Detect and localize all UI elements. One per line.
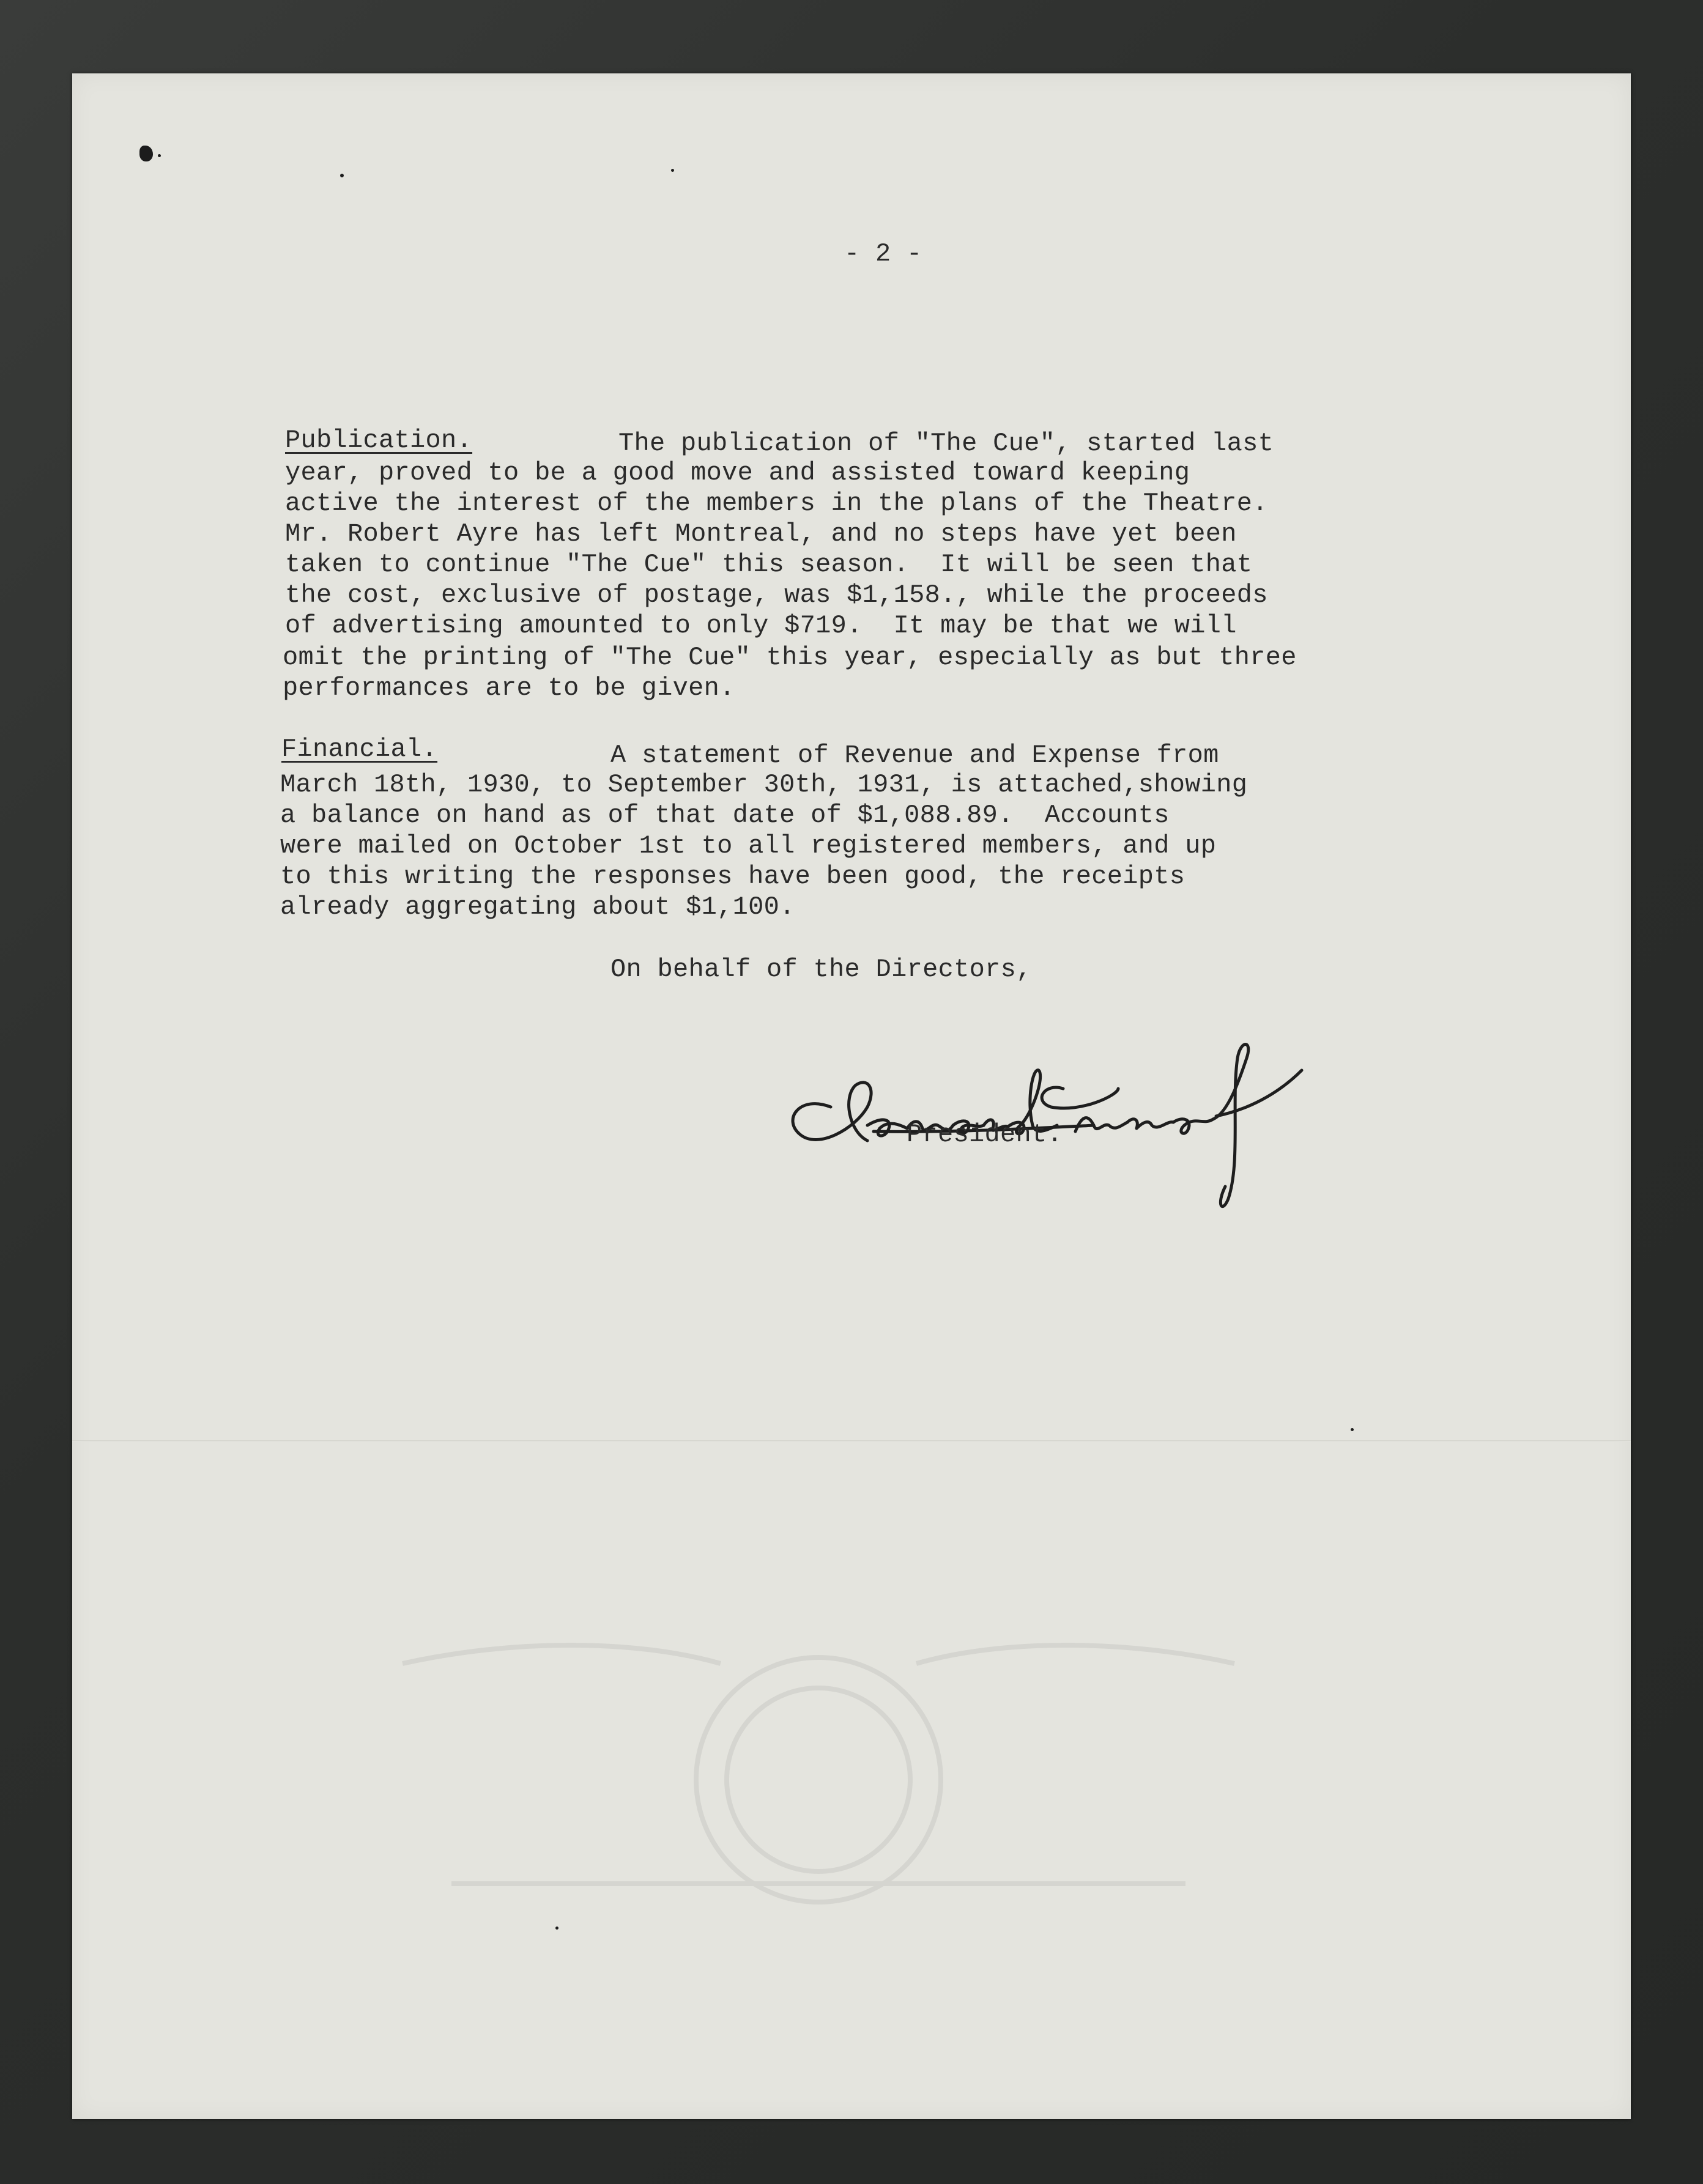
closing-line: On behalf of the Directors, bbox=[610, 955, 1032, 984]
signature bbox=[776, 1003, 1387, 1235]
paper-fold bbox=[72, 1440, 1631, 1442]
publication-line: year, proved to be a good move and assisted toward keeping bbox=[285, 458, 1190, 487]
publication-line: active the interest of the members in the plans of the Theatre. bbox=[285, 489, 1268, 518]
financial-line: already aggregating about $1,100. bbox=[280, 892, 795, 922]
financial-line: were mailed on October 1st to all registered members, and up bbox=[280, 831, 1217, 861]
publication-line: Mr. Robert Ayre has left Montreal, and no steps have yet been bbox=[285, 519, 1237, 549]
watermark-seal bbox=[329, 1627, 1308, 1933]
ink-dot bbox=[158, 154, 161, 157]
financial-line: A statement of Revenue and Expense from bbox=[610, 741, 1219, 770]
signatory-title: President. bbox=[907, 1120, 1063, 1149]
publication-line: performances are to be given. bbox=[283, 673, 735, 703]
page-number: - 2 - bbox=[844, 239, 922, 268]
ink-dot bbox=[340, 174, 344, 177]
ink-dot bbox=[1351, 1428, 1354, 1431]
section-heading-financial: Financial. bbox=[281, 735, 438, 764]
publication-line: of advertising amounted to only $719. It may be that we will bbox=[285, 611, 1237, 640]
publication-line: the cost, exclusive of postage, was $1,158., while the proceeds bbox=[285, 580, 1268, 610]
financial-line: to this writing the responses have been good, the receipts bbox=[280, 862, 1185, 891]
ink-dot bbox=[671, 169, 674, 172]
financial-line: March 18th, 1930, to September 30th, 1931, is attached,showing bbox=[280, 770, 1248, 799]
document-page bbox=[72, 73, 1631, 2119]
financial-line: a balance on hand as of that date of $1,088.89. Accounts bbox=[280, 801, 1170, 830]
publication-line: The publication of "The Cue", started last bbox=[618, 429, 1274, 458]
ink-blot bbox=[139, 146, 153, 161]
section-heading-publication: Publication. bbox=[285, 426, 473, 455]
publication-line: omit the printing of "The Cue" this year, especially as but three bbox=[283, 643, 1297, 672]
publication-line: taken to continue "The Cue" this season. It will be seen that bbox=[285, 550, 1253, 579]
